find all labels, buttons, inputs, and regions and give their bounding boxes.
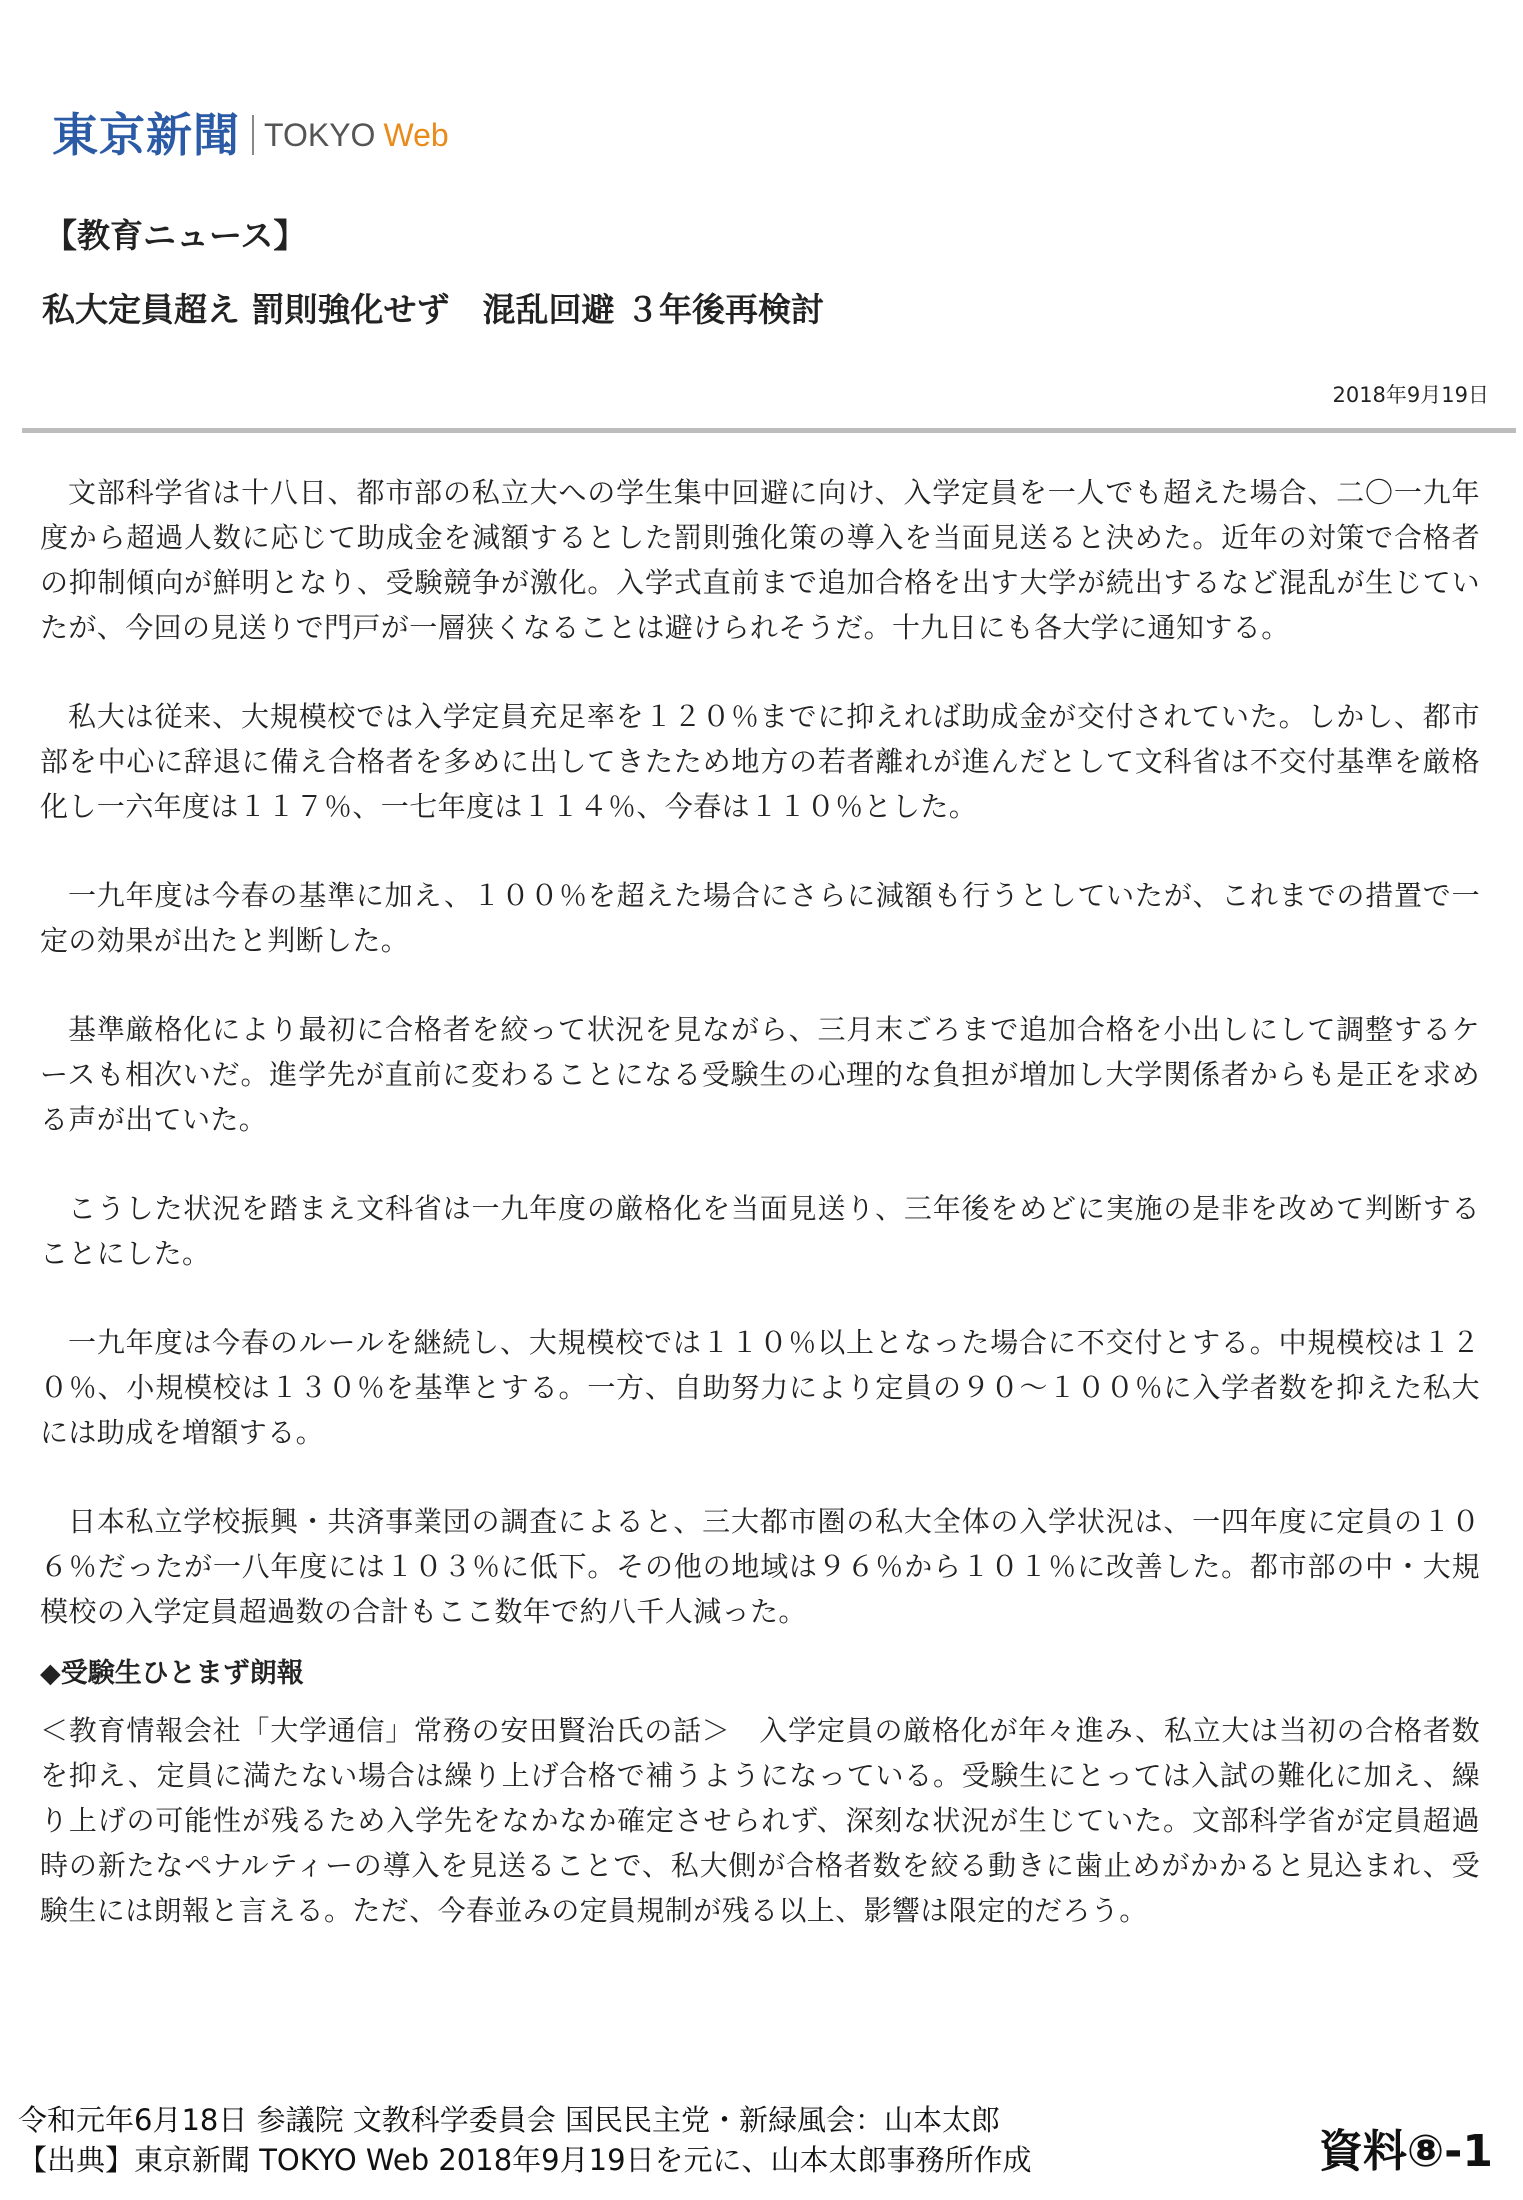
footer-notes [18, 2100, 1032, 2180]
article-body [40, 470, 1480, 1933]
expert-comment: ＜教育情報会社「大学通信」常務の安田賢治氏の話＞ 入学定員の厳格化が年々進み、私立大は当初の合格者数を抑え、定員に満たない場合は繰り上げ合格で補うようになっている。受験生にとっては入試の難化に加え、繰り上げの可能性が残るため入学先をなかなか確定させられず、深刻な状況が生じていた。文部科学省が定員超過時の新たなペナルティーの導入を見送ることで、私大側が合格者数を絞る動きに歯止めがかかると見込まれ、受験生には朗報と言える。ただ、今春並みの定員規制が残る以上、影響は限定的だろう。 [40, 1714, 1480, 1927]
article-date: 2018年9月19日 [1332, 383, 1489, 407]
logo-kanji: 東京新聞 [52, 108, 240, 162]
footer-line-session: 令和元年6月18日 参議院 文教科学委員会 国民民主党・新緑風会：山本太郎 [18, 2103, 1001, 2137]
logo-divider [252, 115, 254, 155]
article-paragraph-2: 私大は従来、大規模校では入学定員充足率を１２０％までに抑えれば助成金が交付されていた。しかし、都市部を中心に辞退に備え合格者を多めに出してきたため地方の若者離れが進んだとして文科省は不交付基準を厳格化し一六年度は１１７％、一七年度は１１４％、今春は１１０％とした。 [40, 700, 1480, 823]
article-paragraph-3: 一九年度は今春の基準に加え、１００％を超えた場合にさらに減額も行うとしていたが、これまでの措置で一定の効果が出たと判断した。 [40, 879, 1480, 957]
header-divider [22, 428, 1516, 433]
newspaper-logo [52, 108, 449, 162]
article-subhead: ◆受験生ひとまず朗報 [40, 1658, 304, 1689]
article-paragraph-7: 日本私立学校振興・共済事業団の調査によると、三大都市圏の私大全体の入学状況は、一四年度に定員の１０６％だったが一八年度には１０３％に低下。その他の地域は９６％から１０１％に改善した。都市部の中・大規模校の入学定員超過数の合計もここ数年で約八千人減った。 [40, 1505, 1480, 1628]
logo-web: Web [383, 117, 449, 153]
logo-tokyo: TOKYO [264, 117, 376, 153]
article-paragraph-6: 一九年度は今春のルールを継続し、大規模校では１１０％以上となった場合に不交付とする。中規模校は１２０％、小規模校は１３０％を基準とする。一方、自助努力により定員の９０～１００％に入学者数を抑えた私大には助成を増額する。 [40, 1326, 1480, 1449]
document-label: 資料⑧-1 [1318, 2126, 1493, 2177]
article-headline: 私大定員超え 罰則強化せず 混乱回避 ３年後再検討 [42, 290, 824, 329]
article-paragraph-4: 基準厳格化により最初に合格者を絞って状況を見ながら、三月末ごろまで追加合格を小出しにして調整するケースも相次いだ。進学先が直前に変わることになる受験生の心理的な負担が増加し大学関係者からも是正を求める声が出ていた。 [40, 1013, 1480, 1136]
article-paragraph-5: こうした状況を踏まえ文科省は一九年度の厳格化を当面見送り、三年後をめどに実施の是非を改めて判断することにした。 [40, 1192, 1480, 1270]
article-category: 【教育ニュース】 [44, 216, 307, 255]
footer-line-source: 【出典】東京新聞 TOKYO Web 2018年9月19日を元に、山本太郎事務所作成 [18, 2143, 1032, 2177]
article-paragraph-1: 文部科学省は十八日、都市部の私立大への学生集中回避に向け、入学定員を一人でも超えた場合、二〇一九年度から超過人数に応じて助成金を減額するとした罰則強化策の導入を当面見送ると決めた。近年の対策で合格者の抑制傾向が鮮明となり、受験競争が激化。入学式直前まで追加合格を出す大学が続出するなど混乱が生じていたが、今回の見送りで門戸が一層狭くなることは避けられそうだ。十九日にも各大学に通知する。 [40, 476, 1480, 644]
